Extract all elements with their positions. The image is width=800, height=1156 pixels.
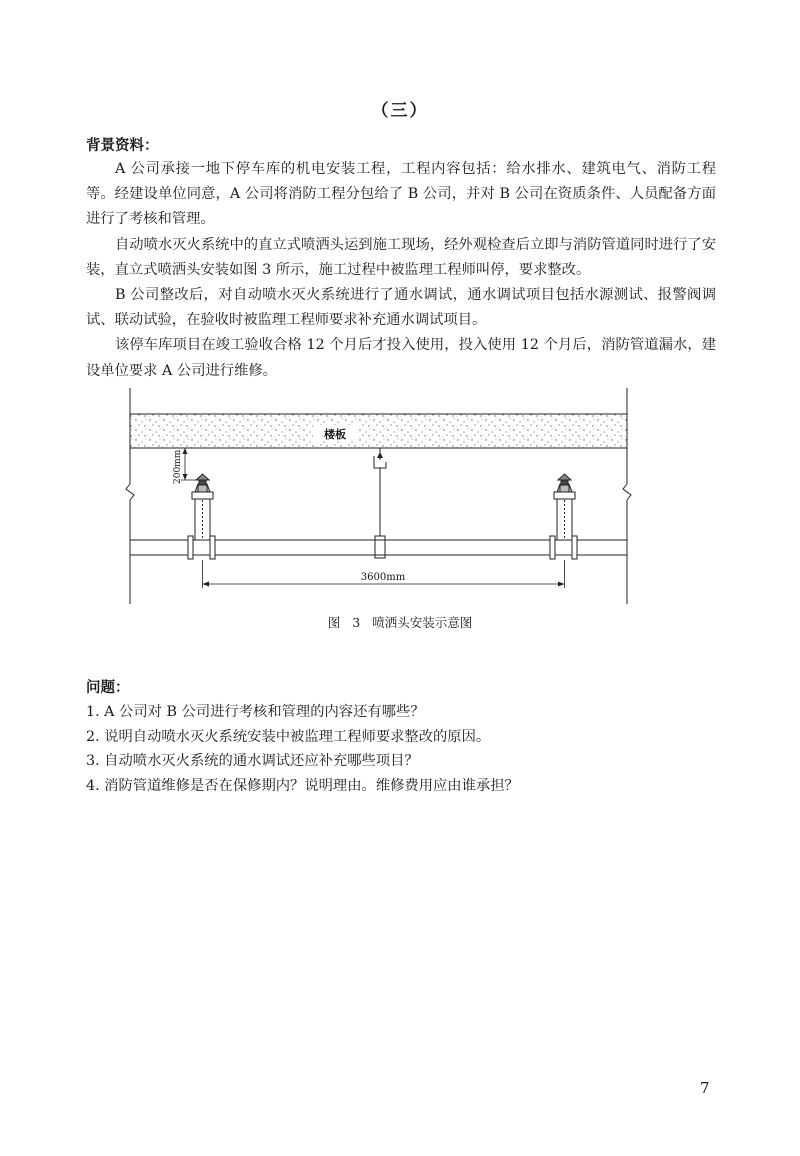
page-number: 7 xyxy=(700,1079,710,1097)
sprinkler-installation-figure xyxy=(120,388,640,606)
question-item: 1. A 公司对 B 公司进行考核和管理的内容还有哪些？ xyxy=(86,704,425,720)
question-item: 2. 说明自动喷水灭火系统安装中被监理工程师要求整改的原因。 xyxy=(86,728,491,745)
floor-slab xyxy=(130,414,627,448)
figure-drawing xyxy=(120,388,640,606)
left-upright-sprinkler xyxy=(192,474,213,540)
questions-heading: 问题： xyxy=(86,680,130,696)
background-paragraph: 该停车库项目在竣工验收合格 12 个月后才投入使用，投入使用 12 个月后，消防管道漏水，建设单位要求 A 公司进行维修。 xyxy=(86,337,716,379)
background-paragraph: B 公司整改后，对自动喷水灭火系统进行了通水调试，通水调试项目包括水源测试、报警阀调试、联动试验，在验收时被监理工程师要求补充通水调试项目。 xyxy=(86,287,716,329)
right-upright-sprinkler xyxy=(554,474,575,540)
questions-list xyxy=(86,700,736,798)
background-paragraph: 自动喷水灭火系统中的直立式喷洒头运到施工现场，经外观检查后立即与消防管道同时进行了安装，直立式喷洒头安装如图 3 所示，施工过程中被监理工程师叫停，要求整改。 xyxy=(86,236,716,278)
background-heading: 背景资料： xyxy=(86,138,159,154)
dimension-200mm xyxy=(181,448,210,480)
question-item: 4. 消防管道维修是否在保修期内？说明理由。维修费用应由谁承担？ xyxy=(86,777,519,794)
slab-label: 楼板 xyxy=(324,428,346,441)
dimension-3600mm-label: 3600mm xyxy=(360,572,406,583)
background-paragraphs xyxy=(86,157,716,384)
pipe-hanger xyxy=(374,448,386,558)
question-item: 3. 自动喷水灭火系统的通水调试还应补充哪些项目？ xyxy=(86,753,419,769)
dimension-200mm-label: 200mm xyxy=(173,449,183,484)
background-paragraph: A 公司承接一地下停车库的机电安装工程，工程内容包括：给水排水、建筑电气、消防工程等。经建设单位同意，A 公司将消防工程分包给了 B 公司，并对 B 公司在资质条件、人员配备方面进行了考核和管理。 xyxy=(86,161,716,228)
figure-caption: 图 3 喷洒头安装示意图 xyxy=(327,615,473,630)
section-title: （三） xyxy=(371,101,429,121)
